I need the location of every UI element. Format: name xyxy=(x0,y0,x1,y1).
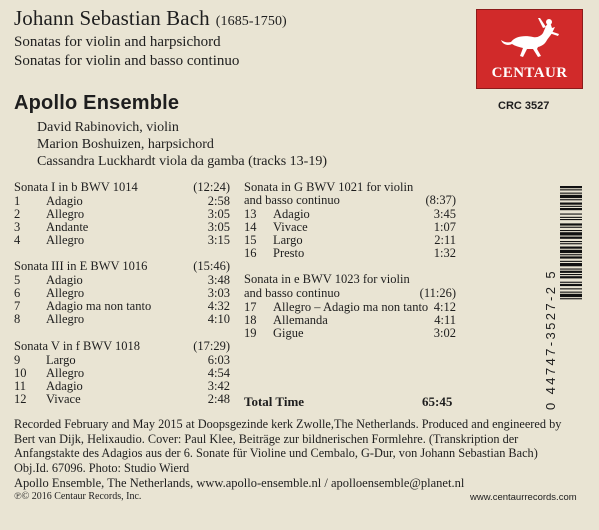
barcode-bar xyxy=(560,256,582,258)
track-name: Adagio xyxy=(273,207,310,221)
composer-heading xyxy=(14,6,287,31)
credits xyxy=(14,417,589,475)
track-time: 4:10 xyxy=(207,312,230,326)
barcode-bar xyxy=(560,282,582,283)
barcode-bar xyxy=(560,193,582,194)
track-number: 10 xyxy=(14,366,27,380)
track-time: 3:45 xyxy=(433,207,456,221)
sonata-title: Sonata V in f BWV 1018 xyxy=(14,339,141,353)
barcode xyxy=(560,186,582,412)
barcode-bar xyxy=(560,288,582,289)
ensemble-contact: Apollo Ensemble, The Netherlands, www.apollo-ensemble.nl / apolloensemble@planet.nl xyxy=(14,476,465,490)
performer-2: Marion Boshuizen, harpsichord xyxy=(37,137,214,152)
track-number: 1 xyxy=(14,194,21,208)
sonata-duration: (11:26) xyxy=(419,286,456,300)
centaur-logo xyxy=(476,9,583,89)
track-time: 4:11 xyxy=(434,313,456,327)
catalog-number: CRC 3527 xyxy=(498,100,550,112)
sonata-title: Sonata in G BWV 1021 for violin xyxy=(244,180,414,194)
barcode-bar xyxy=(560,269,582,270)
track-name: Allegro xyxy=(46,366,85,380)
track-number: 12 xyxy=(14,392,27,406)
track-name: Adagio ma non tanto xyxy=(46,299,152,313)
barcode-bar xyxy=(560,263,582,266)
barcode-bar xyxy=(560,195,582,198)
track-name: Largo xyxy=(273,233,303,247)
ensemble-name: Apollo Ensemble xyxy=(14,92,180,114)
track-name: Allegro xyxy=(46,286,85,300)
track-number: 7 xyxy=(14,299,21,313)
sonata-duration: (8:37) xyxy=(425,193,456,207)
barcode-bar xyxy=(560,261,582,262)
track-number: 18 xyxy=(244,313,257,327)
barcode-bar xyxy=(560,271,582,273)
track-number: 19 xyxy=(244,326,257,340)
sonata-duration: (15:46) xyxy=(193,259,230,273)
track-time: 4:32 xyxy=(207,299,230,313)
barcode-bar xyxy=(560,243,582,244)
credit-line: Anfangstakte des Adagios aus der 6. Sonate für Violine und Cembalo, G-Dur, von Johann Sebastian Bach) xyxy=(14,446,538,461)
subtitle-1: Sonatas for violin and harpsichord xyxy=(14,34,221,50)
website-link: www.centaurrecords.com xyxy=(470,492,577,503)
barcode-bar xyxy=(560,294,582,297)
sonata-title: Sonata I in b BWV 1014 xyxy=(14,180,138,194)
centaur-icon xyxy=(497,16,563,62)
track-number: 11 xyxy=(14,379,27,393)
track-time: 3:02 xyxy=(433,326,456,340)
track-time: 3:05 xyxy=(207,220,230,234)
barcode-bar xyxy=(560,206,582,207)
track-time: 6:03 xyxy=(207,353,230,367)
barcode-bar xyxy=(560,237,582,239)
track-name: Adagio xyxy=(46,379,83,393)
credit-line: Obj.Id. 67096. Photo: Studio Wierd xyxy=(14,460,190,475)
track-number: 8 xyxy=(14,312,21,326)
sonata-title-cont: and basso continuo xyxy=(244,286,340,300)
track-number: 5 xyxy=(14,273,21,287)
track-name: Presto xyxy=(273,246,305,260)
credit-line: Recorded February and May 2015 at Doopsgezinde kerk Zwolle,The Netherlands. Produced and engineered by xyxy=(14,417,562,431)
sonata-title: Sonata in e BWV 1023 for violin xyxy=(244,272,410,286)
track-name: Allegro xyxy=(46,233,85,247)
subtitle-2: Sonatas for violin and basso continuo xyxy=(14,53,240,69)
track-number: 3 xyxy=(14,220,21,234)
track-name: Andante xyxy=(46,220,89,234)
barcode-bar xyxy=(560,254,582,255)
barcode-bar xyxy=(560,230,582,231)
copyright: ℗© 2016 Centaur Records, Inc. xyxy=(14,491,142,502)
track-number: 4 xyxy=(14,233,21,247)
track-time: 3:42 xyxy=(207,379,230,393)
barcode-bar xyxy=(560,189,582,190)
barcode-bar xyxy=(560,292,582,293)
track-name: Adagio xyxy=(46,194,83,208)
barcode-bar xyxy=(560,199,582,200)
track-time: 3:05 xyxy=(207,207,230,221)
track-time: 2:58 xyxy=(207,194,230,208)
track-time: 1:07 xyxy=(433,220,456,234)
barcode-bar xyxy=(560,250,582,253)
barcode-bar xyxy=(560,186,582,188)
track-time: 3:03 xyxy=(207,286,230,300)
track-number: 17 xyxy=(244,300,257,314)
track-number: 13 xyxy=(244,207,257,221)
track-time: 1:32 xyxy=(433,246,456,260)
track-number: 2 xyxy=(14,207,21,221)
barcode-bar xyxy=(560,227,582,228)
track-time: 3:15 xyxy=(207,233,230,247)
barcode-bar xyxy=(560,247,582,249)
barcode-bar xyxy=(560,219,582,220)
track-name: Vivace xyxy=(46,392,81,406)
sonata-title-cont: and basso continuo xyxy=(244,193,340,207)
track-number: 6 xyxy=(14,286,21,300)
track-number: 14 xyxy=(244,220,257,234)
composer-dates: (1685-1750) xyxy=(215,14,287,29)
composer-name: Johann Sebastian Bach xyxy=(14,6,210,30)
track-name: Adagio xyxy=(46,273,83,287)
barcode-bar xyxy=(560,284,582,286)
barcode-bar xyxy=(560,208,582,210)
sonata-title: Sonata III in E BWV 1016 xyxy=(14,259,148,273)
barcode-bar xyxy=(560,276,582,278)
track-time: 3:48 xyxy=(207,273,230,287)
barcode-bar xyxy=(560,214,582,215)
credit-line: Bert van Dijk, Helixaudio. Cover: Paul Klee, Beiträge zur bildnerischen Formlehre. (Transkription der xyxy=(14,431,519,446)
track-name: Allegro xyxy=(46,312,85,326)
barcode-bar xyxy=(560,223,582,225)
barcode-bar xyxy=(560,298,582,299)
track-number: 9 xyxy=(14,353,21,367)
performer-1: David Rabinovich, violin xyxy=(37,120,179,135)
track-name: Allemanda xyxy=(273,313,328,327)
track-number: 15 xyxy=(244,233,257,247)
sonata-duration: (17:29) xyxy=(193,339,230,353)
barcode-digits: 0 44747-3527-2 5 xyxy=(543,268,558,410)
total-time-label: Total Time xyxy=(244,394,305,409)
sonata-duration: (12:24) xyxy=(193,180,230,194)
track-name: Gigue xyxy=(273,326,304,340)
track-time: 4:54 xyxy=(207,366,230,380)
logo-wordmark: CENTAUR xyxy=(491,65,568,81)
track-time: 4:12 xyxy=(433,300,456,314)
track-name: Allegro – Adagio ma non tanto xyxy=(273,300,429,314)
total-time-value: 65:45 xyxy=(422,394,453,409)
barcode-bar xyxy=(560,274,582,275)
track-name: Largo xyxy=(46,353,76,367)
track-name: Allegro xyxy=(46,207,85,221)
track-number: 16 xyxy=(244,246,257,260)
barcode-bar xyxy=(560,232,582,235)
barcode-bar xyxy=(560,217,582,218)
barcode-bar xyxy=(560,203,582,205)
track-time: 2:11 xyxy=(434,233,456,247)
track-name: Vivace xyxy=(273,220,308,234)
barcode-bar xyxy=(560,241,582,242)
performer-3: Cassandra Luckhardt viola da gamba (tracks 13-19) xyxy=(37,154,328,169)
track-time: 2:48 xyxy=(207,392,230,406)
